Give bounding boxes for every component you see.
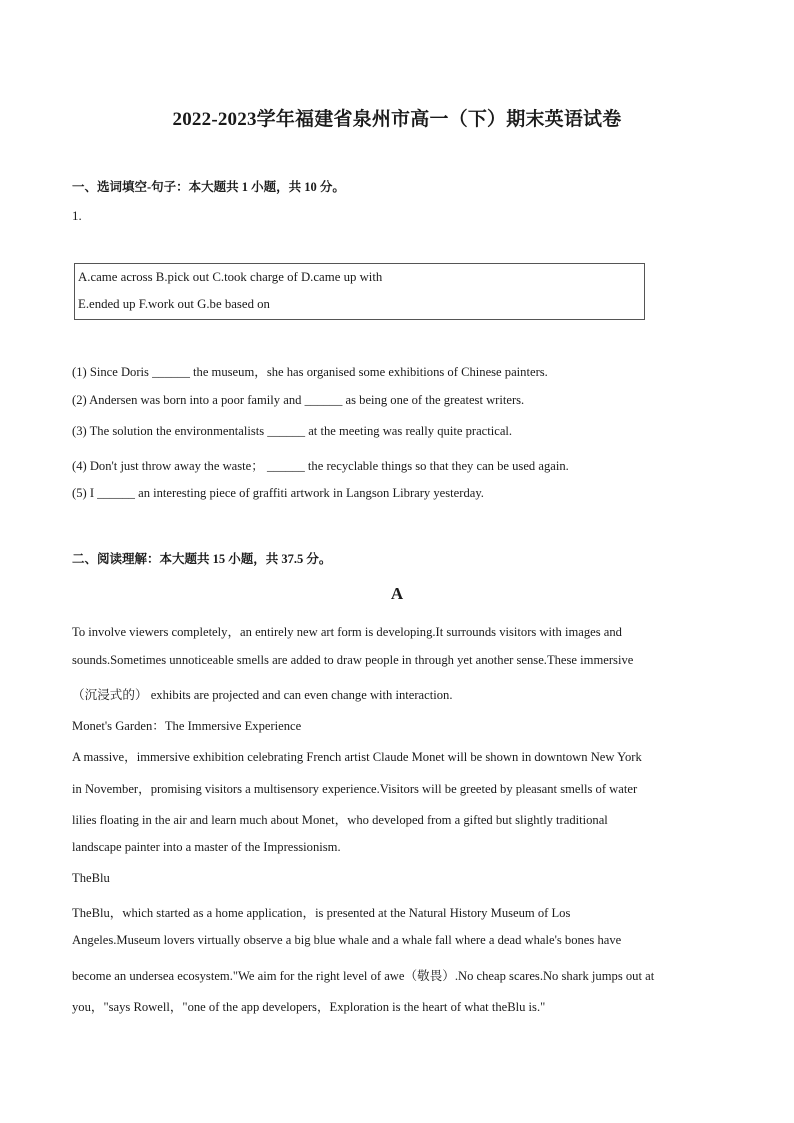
word-bank-box	[74, 263, 645, 320]
question-number: 1.	[72, 208, 82, 223]
passage-label: A	[390, 584, 404, 603]
fill-sentence-5: (5) I ______ an interesting piece of graffiti artwork in Langson Library yesterday.	[72, 486, 484, 500]
passage-line: TheBlu，which started as a home application，is presented at the Natural History Museum of Los	[72, 906, 571, 920]
fill-sentence-2: (2) Andersen was born into a poor family and ______ as being one of the greatest writers.	[72, 393, 525, 407]
passage-subheading: TheBlu	[72, 871, 110, 885]
section-2-heading: 二、阅读理解：本大题共 15 小题，共 37.5 分。	[72, 552, 332, 566]
passage-line: sounds.Sometimes unnoticeable smells are added to draw people in through yet another sense.These immersive	[72, 653, 634, 667]
passage-line: lilies floating in the air and learn much about Monet，who developed from a gifted but slightly traditional	[72, 813, 608, 827]
section-1-heading: 一、选词填空-句子：本大题共 1 小题，共 10 分。	[72, 180, 345, 194]
passage-line: A massive，immersive exhibition celebrating French artist Claude Monet will be shown in downtown New York	[72, 750, 642, 764]
passage-line: you，"says Rowell，"one of the app developers，Exploration is the heart of what theBlu is."	[72, 1000, 546, 1014]
word-bank-line: A.came across B.pick out C.took charge of D.came up with	[78, 270, 383, 284]
page-title: 2022-2023学年福建省泉州市高一（下）期末英语试卷	[172, 109, 622, 130]
passage-line: landscape painter into a master of the Impressionism.	[72, 840, 341, 854]
word-bank-line: E.ended up F.work out G.be based on	[78, 297, 270, 311]
fill-sentence-4: (4) Don't just throw away the waste； ______ the recyclable things so that they can be used again.	[72, 459, 569, 473]
fill-sentence-1: (1) Since Doris ______ the museum，she has organised some exhibitions of Chinese painters.	[72, 365, 548, 379]
passage-line: become an undersea ecosystem."We aim for the right level of awe（敬畏）.No cheap scares.No shark jumps out at	[72, 969, 655, 983]
passage-line: （沉浸式的） exhibits are projected and can even change with interaction.	[72, 688, 453, 702]
passage-line: Angeles.Museum lovers virtually observe a big blue whale and a whale fall where a dead whale's bones have	[72, 933, 622, 947]
fill-sentence-3: (3) The solution the environmentalists ______ at the meeting was really quite practical.	[72, 424, 513, 438]
passage-line: in November，promising visitors a multisensory experience.Visitors will be greeted by pleasant smells of water	[72, 782, 638, 796]
passage-subheading: Monet's Garden：The Immersive Experience	[72, 719, 302, 733]
passage-line: To involve viewers completely，an entirely new art form is developing.It surrounds visitors with images and	[72, 625, 622, 639]
